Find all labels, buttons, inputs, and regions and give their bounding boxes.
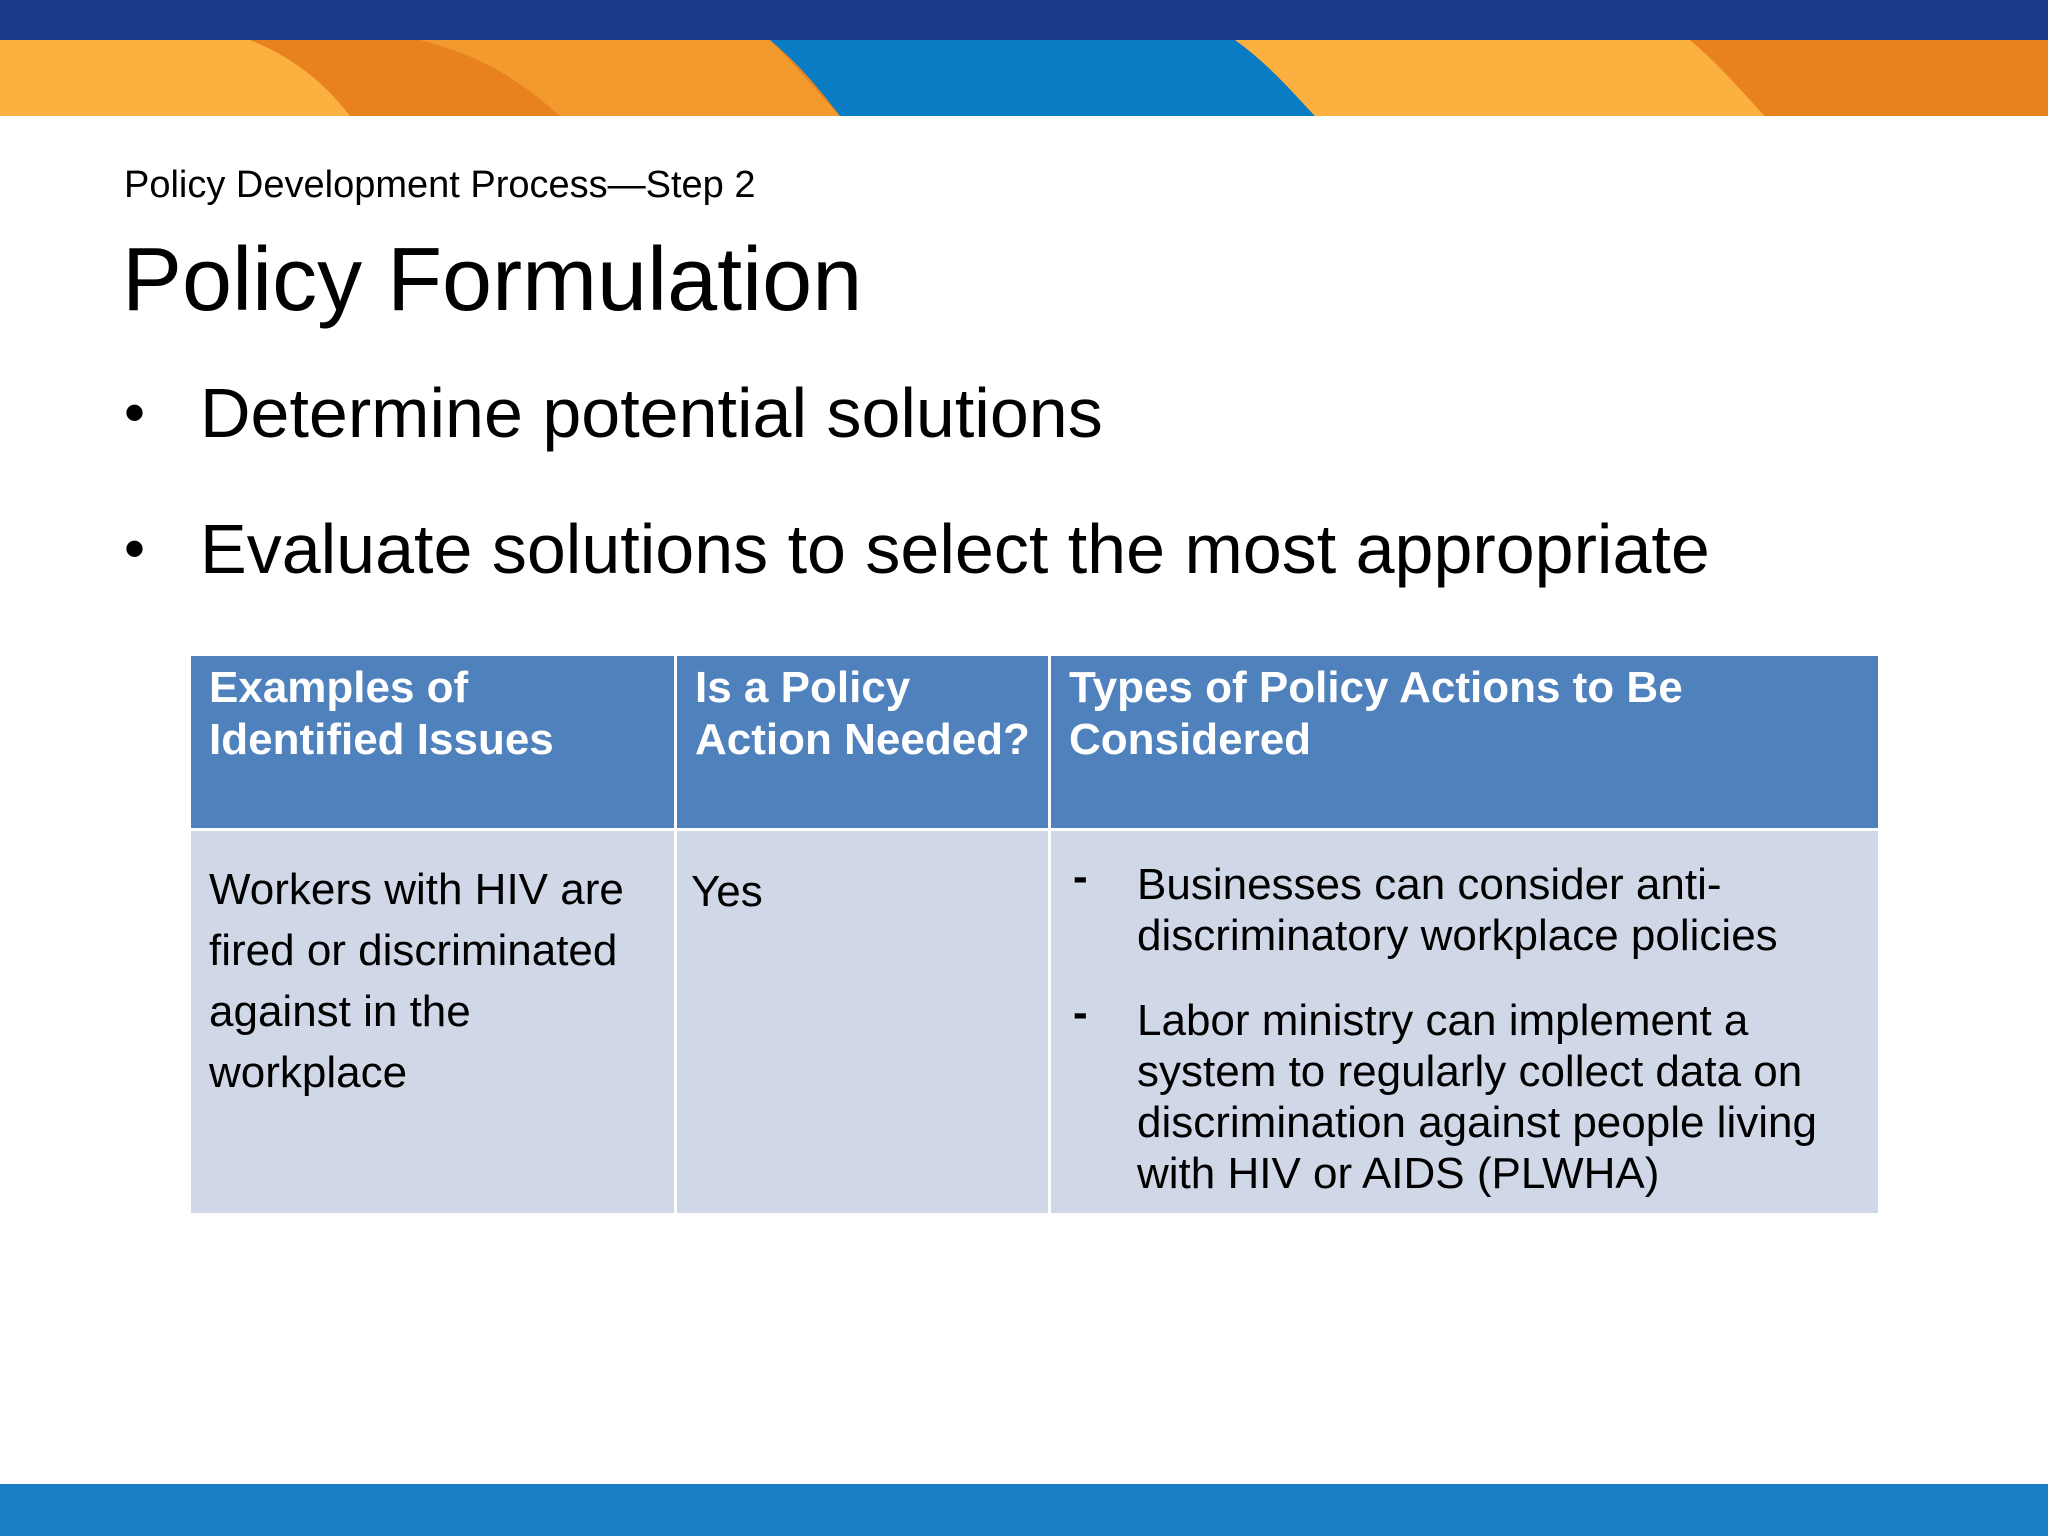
bullet-icon: • xyxy=(124,379,146,446)
issue-cell: Workers with HIV are fired or discriminated against in the workplace xyxy=(190,830,676,1215)
bullet-list xyxy=(120,370,1710,592)
policy-actions-table xyxy=(188,653,1881,1216)
action-list xyxy=(1071,852,1891,1199)
table-row xyxy=(190,830,1880,1215)
action-item xyxy=(1071,852,1891,961)
action-needed-cell: Yes xyxy=(676,830,1050,1215)
bullet-text: Determine potential solutions xyxy=(200,374,1103,452)
table-header-row xyxy=(190,655,1880,830)
bullet-item xyxy=(120,506,1710,592)
dash-bullet-icon: - xyxy=(1073,852,1088,901)
action-text: Labor ministry can implement a system to regularly collect data on discrimination against people living with HIV or AIDS (PLWHA) xyxy=(1137,996,1817,1198)
bullet-text: Evaluate solutions to select the most appropriate xyxy=(200,510,1710,588)
header-policy-action-types: Types of Policy Actions to Be Considered xyxy=(1050,655,1880,830)
dash-bullet-icon: - xyxy=(1073,988,1088,1037)
action-types-cell xyxy=(1050,830,1880,1215)
action-item xyxy=(1071,988,1891,1199)
decorative-bottom-bar xyxy=(0,1484,2048,1536)
action-text: Businesses can consider anti-discriminatory workplace policies xyxy=(1137,860,1778,960)
slide-subtitle: Policy Development Process—Step 2 xyxy=(124,164,756,206)
header-identified-issues: Examples of Identified Issues xyxy=(190,655,676,830)
bullet-icon: • xyxy=(124,515,146,582)
slide-title: Policy Formulation xyxy=(122,230,863,330)
header-policy-action-needed: Is a Policy Action Needed? xyxy=(676,655,1050,830)
bullet-item xyxy=(120,370,1710,456)
decorative-top-banner xyxy=(0,0,2048,116)
